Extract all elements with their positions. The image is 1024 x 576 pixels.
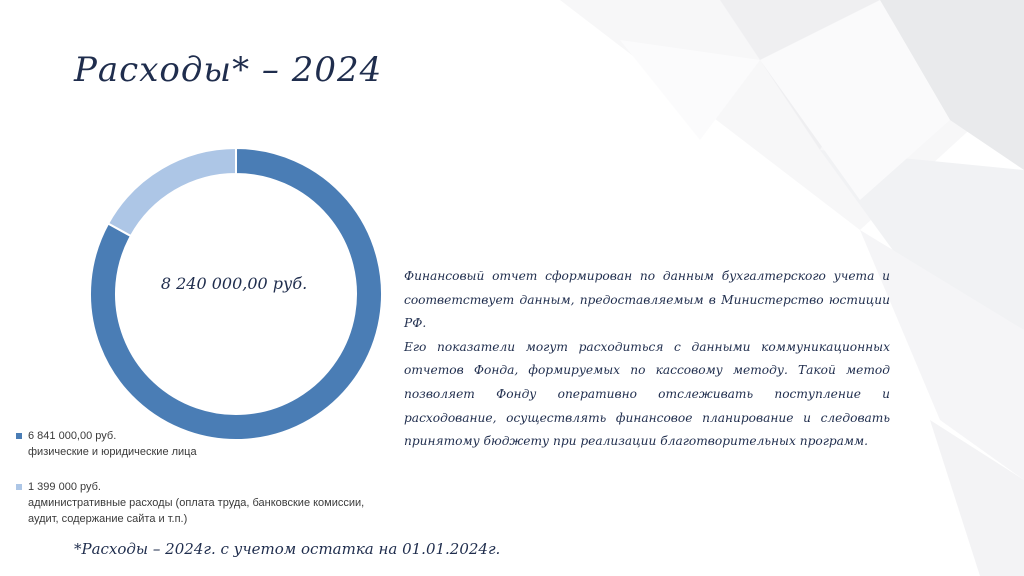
legend-item-admin [16, 479, 416, 527]
legend-value: 1 399 000 руб. [28, 481, 101, 493]
report-description [404, 265, 890, 454]
legend-label: физические и юридические лица [28, 446, 197, 458]
legend-swatch [16, 484, 22, 490]
legend-swatch [16, 433, 22, 439]
legend-label: административные расходы (оплата труда, банковские комиссии, аудит, содержание сайта и т.п.) [28, 497, 365, 525]
donut-center-total: 8 240 000,00 руб. [160, 274, 308, 293]
donut-chart [88, 146, 384, 442]
description-paragraph: Его показатели могут расходиться с данными коммуникационных отчетов Фонда, формируемых по кассовому методу. Такой метод позволяет Фонду оперативно отслеживать поступление и расходование, осуществлять финансовое планирование и следовать принятому бюджету при реализации благотворительных программ. [404, 339, 890, 449]
donut-slice-1 [108, 148, 236, 236]
page-title: Расходы* – 2024 [74, 50, 383, 90]
description-paragraph: Финансовый отчет сформирован по данным бухгалтерского учета и соответствует данным, предоставляемым в Министерство юстиции РФ. [404, 269, 890, 331]
legend-value: 6 841 000,00 руб. [28, 430, 117, 442]
chart-legend [16, 428, 416, 527]
legend-item-individuals [16, 428, 416, 460]
footnote: *Расходы – 2024г. с учетом остатка на 01.01.2024г. [74, 540, 501, 558]
